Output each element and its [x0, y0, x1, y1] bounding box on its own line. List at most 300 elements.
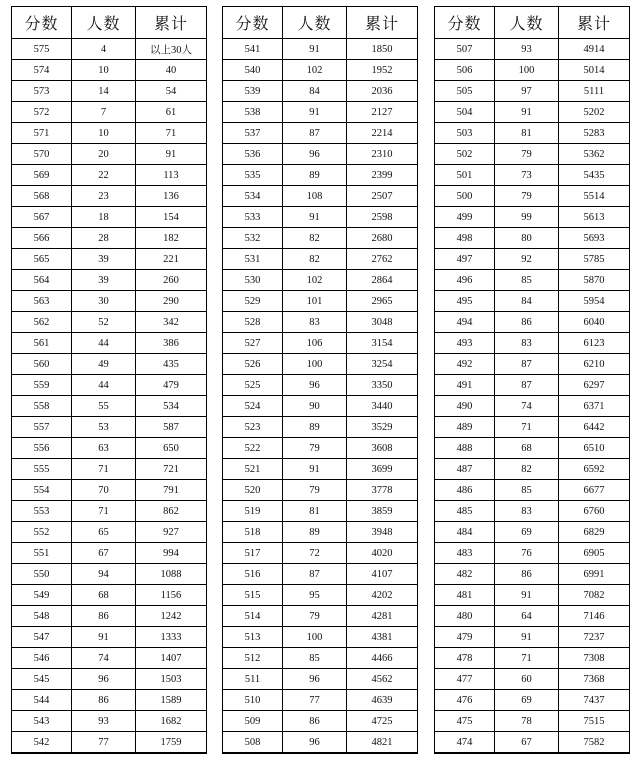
cumulative-cell: 791	[136, 480, 207, 501]
table-row	[12, 585, 207, 606]
count-cell: 93	[72, 711, 136, 732]
table-row	[12, 228, 207, 249]
score-cell: 484	[435, 522, 495, 543]
score-cell: 474	[435, 732, 495, 754]
table-row	[435, 81, 630, 102]
count-cell: 68	[495, 438, 559, 459]
count-cell: 102	[283, 60, 347, 81]
score-cell: 538	[223, 102, 283, 123]
table-row	[223, 438, 418, 459]
table-row	[223, 123, 418, 144]
cumulative-cell: 6442	[559, 417, 630, 438]
count-cell: 10	[72, 123, 136, 144]
count-header: 人数	[283, 7, 347, 39]
cumulative-cell: 1407	[136, 648, 207, 669]
cumulative-cell: 3440	[347, 396, 418, 417]
header-row	[12, 7, 207, 39]
table-row	[12, 186, 207, 207]
cumulative-cell: 5283	[559, 123, 630, 144]
score-cell: 563	[12, 291, 72, 312]
table-row	[12, 732, 207, 754]
count-cell: 83	[495, 501, 559, 522]
score-cell: 499	[435, 207, 495, 228]
cumulative-cell: 6592	[559, 459, 630, 480]
table-row	[223, 291, 418, 312]
table-row	[12, 648, 207, 669]
cumulative-cell: 3154	[347, 333, 418, 354]
score-cell: 557	[12, 417, 72, 438]
score-cell: 547	[12, 627, 72, 648]
cumulative-header: 累计	[559, 7, 630, 39]
cumulative-cell: 4725	[347, 711, 418, 732]
count-cell: 82	[283, 249, 347, 270]
count-cell: 83	[283, 312, 347, 333]
cumulative-cell: 6829	[559, 522, 630, 543]
cumulative-cell: 5514	[559, 186, 630, 207]
table-row	[12, 123, 207, 144]
count-cell: 79	[495, 186, 559, 207]
table-row	[435, 396, 630, 417]
cumulative-cell: 4107	[347, 564, 418, 585]
score-header: 分数	[435, 7, 495, 39]
count-cell: 81	[495, 123, 559, 144]
cumulative-cell: 61	[136, 102, 207, 123]
score-cell: 546	[12, 648, 72, 669]
score-cell: 540	[223, 60, 283, 81]
cumulative-cell: 3778	[347, 480, 418, 501]
score-cell: 552	[12, 522, 72, 543]
count-cell: 30	[72, 291, 136, 312]
cumulative-cell: 927	[136, 522, 207, 543]
count-cell: 68	[72, 585, 136, 606]
score-cell: 504	[435, 102, 495, 123]
score-cell: 503	[435, 123, 495, 144]
table-row	[12, 81, 207, 102]
table-row	[12, 375, 207, 396]
count-cell: 101	[283, 291, 347, 312]
score-cell: 545	[12, 669, 72, 690]
count-cell: 100	[283, 627, 347, 648]
score-cell: 534	[223, 186, 283, 207]
count-cell: 96	[283, 144, 347, 165]
count-cell: 86	[72, 606, 136, 627]
score-cell: 566	[12, 228, 72, 249]
score-table-1	[11, 6, 207, 754]
score-cell: 516	[223, 564, 283, 585]
score-cell: 510	[223, 690, 283, 711]
count-cell: 53	[72, 417, 136, 438]
cumulative-cell: 721	[136, 459, 207, 480]
score-cell: 497	[435, 249, 495, 270]
score-cell: 535	[223, 165, 283, 186]
table-row	[223, 207, 418, 228]
cumulative-cell: 290	[136, 291, 207, 312]
cumulative-cell: 5014	[559, 60, 630, 81]
score-cell: 509	[223, 711, 283, 732]
cumulative-cell: 4281	[347, 606, 418, 627]
table-row	[12, 354, 207, 375]
count-cell: 65	[72, 522, 136, 543]
cumulative-cell: 5111	[559, 81, 630, 102]
count-cell: 77	[72, 732, 136, 754]
count-cell: 91	[283, 459, 347, 480]
count-cell: 69	[495, 522, 559, 543]
cumulative-cell: 4562	[347, 669, 418, 690]
table-row	[12, 543, 207, 564]
cumulative-cell: 5954	[559, 291, 630, 312]
table-row	[12, 333, 207, 354]
count-cell: 55	[72, 396, 136, 417]
cumulative-cell: 1850	[347, 39, 418, 60]
table-row	[223, 480, 418, 501]
score-cell: 529	[223, 291, 283, 312]
table-row	[435, 564, 630, 585]
count-cell: 7	[72, 102, 136, 123]
score-cell: 517	[223, 543, 283, 564]
score-cell: 553	[12, 501, 72, 522]
table-row	[435, 417, 630, 438]
table-row	[223, 564, 418, 585]
table-row	[435, 690, 630, 711]
score-cell: 537	[223, 123, 283, 144]
table-row	[435, 543, 630, 564]
cumulative-cell: 7582	[559, 732, 630, 754]
score-cell: 488	[435, 438, 495, 459]
cumulative-header: 累计	[347, 7, 418, 39]
table-row	[435, 732, 630, 754]
score-cell: 562	[12, 312, 72, 333]
cumulative-cell: 479	[136, 375, 207, 396]
score-header: 分数	[223, 7, 283, 39]
score-cell: 505	[435, 81, 495, 102]
table-row	[223, 333, 418, 354]
score-cell: 539	[223, 81, 283, 102]
cumulative-cell: 3254	[347, 354, 418, 375]
count-cell: 99	[495, 207, 559, 228]
score-cell: 524	[223, 396, 283, 417]
table-row	[223, 627, 418, 648]
table-row	[435, 186, 630, 207]
table-row	[435, 627, 630, 648]
count-cell: 85	[495, 270, 559, 291]
cumulative-cell: 5785	[559, 249, 630, 270]
score-cell: 493	[435, 333, 495, 354]
table-row	[435, 501, 630, 522]
cumulative-cell: 4639	[347, 690, 418, 711]
count-cell: 91	[283, 39, 347, 60]
table-row	[223, 522, 418, 543]
cumulative-cell: 4821	[347, 732, 418, 754]
score-cell: 492	[435, 354, 495, 375]
score-cell: 564	[12, 270, 72, 291]
count-cell: 96	[283, 669, 347, 690]
table-row	[223, 102, 418, 123]
count-cell: 87	[283, 564, 347, 585]
score-cell: 548	[12, 606, 72, 627]
table-row	[12, 249, 207, 270]
score-cell: 518	[223, 522, 283, 543]
table-row	[435, 102, 630, 123]
table-row	[435, 669, 630, 690]
cumulative-cell: 5202	[559, 102, 630, 123]
count-cell: 92	[495, 249, 559, 270]
score-cell: 502	[435, 144, 495, 165]
score-cell: 508	[223, 732, 283, 754]
table-row	[12, 291, 207, 312]
score-cell: 554	[12, 480, 72, 501]
cumulative-cell: 386	[136, 333, 207, 354]
score-cell: 501	[435, 165, 495, 186]
score-cell: 560	[12, 354, 72, 375]
count-cell: 91	[283, 207, 347, 228]
count-cell: 89	[283, 522, 347, 543]
count-cell: 91	[495, 627, 559, 648]
count-cell: 74	[495, 396, 559, 417]
count-cell: 39	[72, 270, 136, 291]
count-cell: 80	[495, 228, 559, 249]
score-cell: 495	[435, 291, 495, 312]
count-header: 人数	[495, 7, 559, 39]
cumulative-cell: 1589	[136, 690, 207, 711]
table-row	[435, 648, 630, 669]
table-row	[12, 627, 207, 648]
cumulative-cell: 3699	[347, 459, 418, 480]
table-row	[12, 60, 207, 81]
cumulative-cell: 2762	[347, 249, 418, 270]
score-cell: 543	[12, 711, 72, 732]
cumulative-cell: 5362	[559, 144, 630, 165]
cumulative-cell: 2036	[347, 81, 418, 102]
table-row	[435, 711, 630, 732]
table-row	[435, 606, 630, 627]
count-cell: 70	[72, 480, 136, 501]
table-row	[435, 165, 630, 186]
cumulative-cell: 6510	[559, 438, 630, 459]
score-cell: 530	[223, 270, 283, 291]
table-row	[12, 417, 207, 438]
count-cell: 67	[72, 543, 136, 564]
score-cell: 480	[435, 606, 495, 627]
cumulative-cell: 5613	[559, 207, 630, 228]
cumulative-cell: 1088	[136, 564, 207, 585]
score-cell: 528	[223, 312, 283, 333]
cumulative-cell: 3529	[347, 417, 418, 438]
count-cell: 102	[283, 270, 347, 291]
score-cell: 572	[12, 102, 72, 123]
score-cell: 481	[435, 585, 495, 606]
cumulative-cell: 1333	[136, 627, 207, 648]
score-cell: 521	[223, 459, 283, 480]
score-cell: 542	[12, 732, 72, 754]
score-cell: 575	[12, 39, 72, 60]
cumulative-cell: 6991	[559, 564, 630, 585]
table-row	[12, 690, 207, 711]
cumulative-cell: 1682	[136, 711, 207, 732]
table-row	[12, 606, 207, 627]
table-row	[12, 270, 207, 291]
cumulative-cell: 113	[136, 165, 207, 186]
table-row	[223, 396, 418, 417]
table-row	[12, 522, 207, 543]
cumulative-cell: 91	[136, 144, 207, 165]
cumulative-cell: 4914	[559, 39, 630, 60]
score-cell: 573	[12, 81, 72, 102]
table-row	[435, 270, 630, 291]
cumulative-cell: 1759	[136, 732, 207, 754]
count-cell: 97	[495, 81, 559, 102]
count-cell: 90	[283, 396, 347, 417]
table-row	[435, 39, 630, 60]
score-cell: 475	[435, 711, 495, 732]
count-cell: 79	[495, 144, 559, 165]
cumulative-cell: 6905	[559, 543, 630, 564]
cumulative-cell: 994	[136, 543, 207, 564]
table-row	[223, 312, 418, 333]
score-cell: 531	[223, 249, 283, 270]
count-cell: 74	[72, 648, 136, 669]
count-cell: 89	[283, 417, 347, 438]
table-row	[435, 228, 630, 249]
score-header: 分数	[12, 7, 72, 39]
score-cell: 511	[223, 669, 283, 690]
table-row	[12, 165, 207, 186]
count-header: 人数	[72, 7, 136, 39]
score-cell: 491	[435, 375, 495, 396]
table-row	[223, 459, 418, 480]
cumulative-cell: 2864	[347, 270, 418, 291]
cumulative-cell: 4202	[347, 585, 418, 606]
score-cell: 568	[12, 186, 72, 207]
table-row	[223, 186, 418, 207]
cumulative-cell: 2680	[347, 228, 418, 249]
cumulative-cell: 2965	[347, 291, 418, 312]
count-cell: 71	[495, 417, 559, 438]
table-row	[12, 564, 207, 585]
score-cell: 522	[223, 438, 283, 459]
score-cell: 490	[435, 396, 495, 417]
score-cell: 512	[223, 648, 283, 669]
table-row	[12, 669, 207, 690]
table-row	[435, 522, 630, 543]
cumulative-cell: 3608	[347, 438, 418, 459]
table-row	[12, 312, 207, 333]
cumulative-cell: 1242	[136, 606, 207, 627]
count-cell: 77	[283, 690, 347, 711]
count-cell: 86	[495, 312, 559, 333]
table-row	[435, 375, 630, 396]
table-row	[223, 144, 418, 165]
cumulative-cell: 7515	[559, 711, 630, 732]
count-cell: 83	[495, 333, 559, 354]
score-cell: 550	[12, 564, 72, 585]
table-row	[435, 291, 630, 312]
cumulative-cell: 6371	[559, 396, 630, 417]
cumulative-cell: 6677	[559, 480, 630, 501]
score-cell: 478	[435, 648, 495, 669]
score-cell: 570	[12, 144, 72, 165]
score-cell: 520	[223, 480, 283, 501]
cumulative-cell: 3859	[347, 501, 418, 522]
table-row	[223, 39, 418, 60]
score-cell: 551	[12, 543, 72, 564]
score-cell: 515	[223, 585, 283, 606]
score-cell: 477	[435, 669, 495, 690]
score-cell: 514	[223, 606, 283, 627]
count-cell: 73	[495, 165, 559, 186]
score-cell: 525	[223, 375, 283, 396]
score-cell: 549	[12, 585, 72, 606]
count-cell: 91	[283, 102, 347, 123]
table-row	[223, 501, 418, 522]
score-cell: 533	[223, 207, 283, 228]
count-cell: 91	[495, 585, 559, 606]
table-row	[223, 375, 418, 396]
table-row	[12, 459, 207, 480]
cumulative-cell: 2507	[347, 186, 418, 207]
table-row	[12, 39, 207, 60]
score-cell: 486	[435, 480, 495, 501]
cumulative-cell: 4020	[347, 543, 418, 564]
count-cell: 49	[72, 354, 136, 375]
table-row	[435, 312, 630, 333]
count-cell: 84	[283, 81, 347, 102]
count-cell: 20	[72, 144, 136, 165]
table-row	[435, 249, 630, 270]
score-cell: 498	[435, 228, 495, 249]
score-cell: 569	[12, 165, 72, 186]
score-cell: 487	[435, 459, 495, 480]
count-cell: 85	[495, 480, 559, 501]
count-cell: 96	[72, 669, 136, 690]
count-cell: 78	[495, 711, 559, 732]
table-row	[223, 648, 418, 669]
count-cell: 71	[72, 459, 136, 480]
cumulative-cell: 7237	[559, 627, 630, 648]
cumulative-cell: 5435	[559, 165, 630, 186]
table-row	[223, 165, 418, 186]
cumulative-cell: 7368	[559, 669, 630, 690]
table-row	[435, 144, 630, 165]
count-cell: 71	[72, 501, 136, 522]
count-cell: 14	[72, 81, 136, 102]
count-cell: 69	[495, 690, 559, 711]
score-cell: 513	[223, 627, 283, 648]
count-cell: 64	[495, 606, 559, 627]
table-row	[223, 669, 418, 690]
count-cell: 67	[495, 732, 559, 754]
cumulative-header: 累计	[136, 7, 207, 39]
count-cell: 44	[72, 375, 136, 396]
cumulative-cell: 5693	[559, 228, 630, 249]
table-row	[435, 207, 630, 228]
score-cell: 574	[12, 60, 72, 81]
score-cell: 555	[12, 459, 72, 480]
cumulative-cell: 54	[136, 81, 207, 102]
count-cell: 106	[283, 333, 347, 354]
table-row	[223, 606, 418, 627]
score-cell: 544	[12, 690, 72, 711]
table-row	[223, 585, 418, 606]
count-cell: 39	[72, 249, 136, 270]
score-cell: 559	[12, 375, 72, 396]
score-cell: 507	[435, 39, 495, 60]
count-cell: 94	[72, 564, 136, 585]
cumulative-cell: 6297	[559, 375, 630, 396]
cumulative-cell: 1952	[347, 60, 418, 81]
count-cell: 52	[72, 312, 136, 333]
score-cell: 523	[223, 417, 283, 438]
score-cell: 519	[223, 501, 283, 522]
